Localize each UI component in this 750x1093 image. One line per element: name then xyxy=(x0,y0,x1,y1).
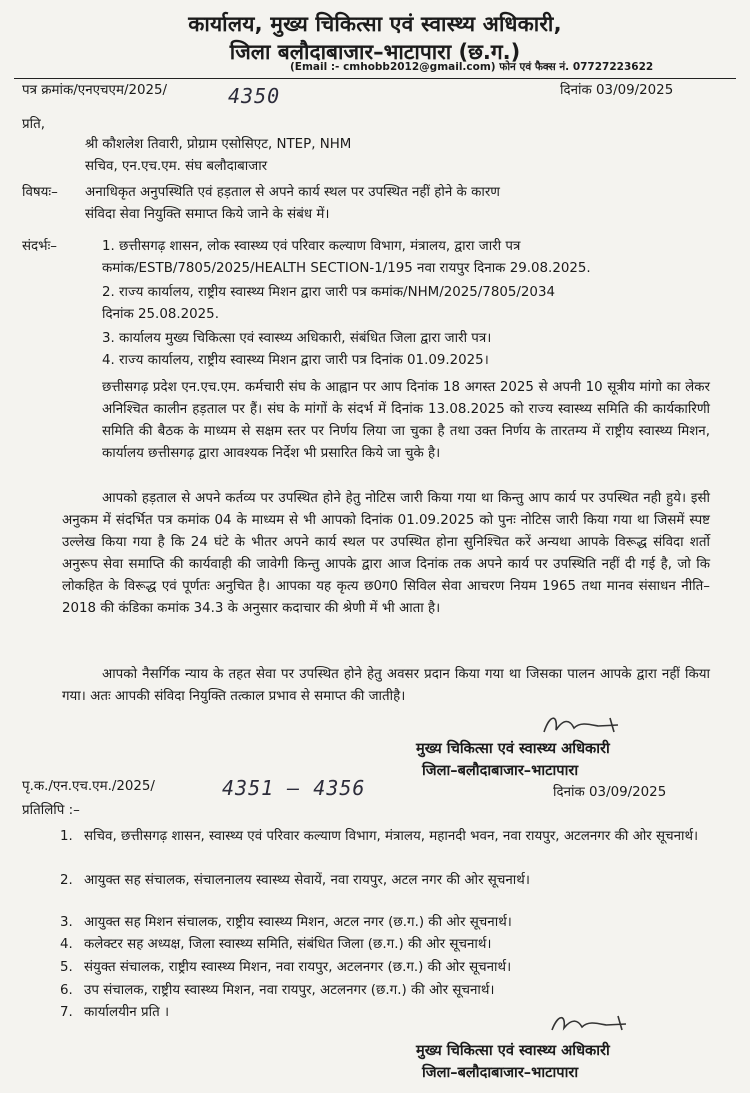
reference-item: 4. राज्य कार्यालय, राष्ट्रीय स्वास्थ्य मिशन द्वारा जारी पत्र दिनांक 01.09.2025। xyxy=(102,353,489,368)
signatory-district: जिला–बलौदाबाजार–भाटापारा xyxy=(422,762,579,779)
body-paragraph-2: आपको हड़ताल से अपने कर्तव्य पर उपस्थित होने हेतु नोटिस जारी किया गया था किन्तु आप कार्य पर उपस्थित नही हुये। इसी अनुकम में संदर्भित पत्र कमांक 04 के माध्यम से भी आपको दिनांक 01.09.2025 को पुनः नोटिस जारी किया गया था जिसमें स्पष्ट उल्लेख किया गया है कि 24 घंटे के भीतर अपने कार्य स्थल पर उपस्थित होना सुनिश्चित करें अन्यथा आपके विरूद्ध संविदा शर्तो अनुरूप सेवा समाप्ति की कार्यवाही की जावेगी किन्तु आपके द्वारा आज दिनांक तक अपने कार्य पर उपस्थिति नहीं दी गई है, जो कि लोकहित के विरूद्ध एवं पूर्णतः अनुचित है। आपका यह कृत्य छ0ग0 सिविल सेवा आचरण नियम 1965 तथा मानव संसाधन नीति–2018 की कंडिका कमांक 34.3 के अनुसार कदाचार की श्रेणी में भी आता है। xyxy=(62,491,710,616)
reference-item: 1. छत्तीसगढ़ शासन, लोक स्वास्थ्य एवं परिवार कल्याण विभाग, मंत्रालय, द्वारा जारी पत्र xyxy=(102,239,521,254)
body-paragraph-1: छत्तीसगढ़ प्रदेश एन.एच.एम. कर्मचारी संघ के आह्वान पर आप दिनांक 18 अगस्त 2025 से अपनी 10 सूत्रीय मांगो का लेकर अनिश्चित कालीन हड़ताल पर हैं। संघ के मांगों के संदर्भ में दिनांक 13.08.2025 को राज्य स्वास्थ्य समिति की कार्यकारिणी समिति की बैठक के माध्यम से सक्षम स्तर पर निर्णय लिया जा चुका है तथा उक्त निर्णय के तारतम्य में राष्ट्रीय स्वास्थ्य मिशन, कार्यालय छत्तीसगढ़ द्वारा आवश्यक निर्देश भी प्रसारित किये जा चुके है। xyxy=(102,380,710,461)
to-label: प्रति, xyxy=(22,117,45,132)
office-contact: (Email :- cmhobb2012@gmail.com) फोन एवं फैक्स नं. 07727223622 xyxy=(290,61,654,73)
endorsement-signatory-district: जिला–बलौदाबाजार–भाटापारा xyxy=(422,1064,579,1081)
body-paragraph-3: आपको नैसर्गिक न्याय के तहत सेवा पर उपस्थित होने हेतु अवसर प्रदान किया गया था जिसका पालन आपके द्वारा नहीं किया गया। अतः आपकी संविदा नियुक्ति तत्काल प्रभाव से समाप्त की जातीहै। xyxy=(62,667,710,704)
subject-line2: संविदा सेवा नियुक्ति समाप्त किये जाने के संबंध में। xyxy=(85,207,330,222)
office-title-line1: कार्यालय, मुख्य चिकित्सा एवं स्वास्थ्य अधिकारी, xyxy=(188,12,562,36)
letter-date-label: दिनांक xyxy=(560,83,592,98)
endorsement-ref-label: पृ.क./एन.एच.एम./2025/ xyxy=(22,779,155,794)
reference-item: 2. राज्य कार्यालय, राष्ट्रीय स्वास्थ्य मिशन द्वारा जारी पत्र कमांक/NHM/2025/7805/2034 xyxy=(102,285,555,300)
letter-ref-label: पत्र क्रमांक/एनएचएम/2025/ xyxy=(22,83,168,98)
reference-label: संदर्भः– xyxy=(22,239,57,254)
letter-date-value: 03/09/2025 xyxy=(596,83,674,98)
letter-page: कार्यालय, मुख्य चिकित्सा एवं स्वास्थ्य अधिकारी, जिला बलौदाबाजार–भाटापारा (छ.ग.) (Email :- cmhobb2012@gmail.com) फोन एवं फैक्स नं. 07727223622 पत्र क्रमांक/एनएचएम/2025/ 4350 दिनांक 03/09/2025 प्रति, श्री कौशलेश तिवारी, प्रोग्राम एसोसिएट, NTEP, NHM सचिव, एन.एच.एम. संघ बलौदाबाजार विषयः– अनाधिकृत अनुपस्थिति एवं हड़ताल से अपने कार्य स्थल पर उपस्थित नहीं होने के कारण संविदा सेवा नियुक्ति समाप्त किये जाने के संबंध में। संदर्भः– 1. छत्तीसगढ़ शासन, लोक स्वास्थ्य एवं परिवार कल्याण विभाग, मंत्रालय, द्वारा जारी पत्र कमांक/ESTB/7805/2025/HEALTH SECTION-1/195 नवा रायपुर दिनाक 29.08.2025. 2. राज्य कार्यालय, राष्ट्रीय स्वास्थ्य मिशन द्वारा जारी पत्र कमांक/NHM/2025/7805/2034 दिनांक 25.08.2025. 3. कार्यालय मुख्य चिकित्सा एवं स्वास्थ्य अधिकारी, संबंधित जिला द्वारा जारी पत्र। 4. राज्य कार्यालय, राष्ट्रीय स्वास्थ्य मिशन द्वारा जारी पत्र दिनांक 01.09.2025। छत्तीसगढ़ प्रदेश एन.एच.एम. कर्मचारी संघ के आह्वान पर आप दिनांक 18 अगस्त 2025 से अपनी 10 सूत्रीय मांगो का लेकर अनिश्चित कालीन हड़ताल पर हैं। संघ के मांगों के संदर्भ में दिनांक 13.08.2025 को राज्य स्वास्थ्य समिति की कार्यकारिणी समिति की बैठक के माध्यम से सक्षम स्तर पर निर्णय लिया जा चुका है तथा उक्त निर्णय के तारतम्य में राष्ट्रीय स्वास्थ्य मिशन, कार्यालय छत्तीसगढ़ द्वारा आवश्यक निर्देश भी प्रसारित किये जा चुके है। आपको हड़ताल से अपने कर्तव्य पर उपस्थित होने हेतु नोटिस जारी किया गया था किन्तु आप कार्य पर उपस्थित नही हुये। इसी अनुकम में संदर्भित पत्र कमांक 04 के माध्यम से भी आपको दिनांक 01.09.2025 को पुनः नोटिस जारी किया गया था जिसमें स्पष्ट उल्लेख किया गया है कि 24 घंटे के भीतर अपने कार्य स्थल पर उपस्थित होना सुनिश्चित करें अन्यथा आपके विरूद्ध संविदा शर्तो अनुरूप सेवा समाप्ति की कार्यवाही की जावेगी किन्तु आपके द्वारा आज दिनांक तक अपने कार्य पर उपस्थिति नहीं दी गई है, जो कि लोकहित के विरूद्ध एवं पूर्णतः अनुचित है। आपका यह कृत्य छ0ग0 सिविल सेवा आचरण नियम 1965 तथा मानव संसाधन नीति–2018 की कंडिका कमांक 34.3 के अनुसार कदाचार की श्रेणी में भी आता है। आपको नैसर्गिक न्याय के तहत सेवा पर उपस्थित होने हेतु अवसर प्रदान किया गया था जिसका पालन आपके द्वारा नहीं किया गया। अतः आपकी संविदा नियुक्ति तत्काल प्रभाव से समाप्त की जातीहै। मुख्य चिकित्सा एवं स्वास्थ्य अधिकारी जिला–बलौदाबाजार–भाटापारा पृ.क./एन.एच.एम./2025/ 4351 — 4356 दिनांक 03/09/2025 प्रतिलिपि :– 1. सचिव, छत्तीसगढ़ शासन, स्वास्थ्य एवं परिवार कल्याण विभाग, मंत्रालय, महानदी भवन, नवा रायपुर, अटलनगर की ओर सूचनार्थ। 2. आयुक्त सह संचालक, संचालनालय स्वास्थ्य सेवायें, नवा रायपुर, अटल नगर की ओर सूचनार्थ। 3. आयुक्त सह मिशन संचालक, राष्ट्रीय स्वास्थ्य मिशन, अटल नगर (छ.ग.) की ओर सूचनार्थ। 4. कलेक्टर सह अध्यक्ष, जिला स्वास्थ्य समिति, संबंधित जिला (छ.ग.) की ओर सूचनार्थ। 5. संयुक्त संचालक, राष्ट्रीय स्वास्थ्य मिशन, नवा रायपुर, अटलनगर (छ.ग.) की ओर सूचनार्थ। 6. उप संचालक, राष्ट्रीय स्वास्थ्य मिशन, नवा रायपुर, अटलनगर (छ.ग.) की ओर सूचनार्थ। 7. कार्यालयीन प्रति । मुख्य चिकित्सा एवं स्वास्थ्य अधिकारी जिला–बलौदाबाजार–भाटापारा xyxy=(0,0,750,1093)
header-rule xyxy=(14,78,736,79)
endorsement-date-label: दिनांक xyxy=(553,785,585,800)
reference-item-cont: दिनांक 25.08.2025. xyxy=(102,307,219,322)
copy-label: प्रतिलिपि :– xyxy=(22,803,80,818)
reference-item-cont: कमांक/ESTB/7805/2025/HEALTH SECTION-1/195 नवा रायपुर दिनाक 29.08.2025. xyxy=(102,261,591,276)
recipient-line1: श्री कौशलेश तिवारी, प्रोग्राम एसोसिएट, NTEP, NHM xyxy=(85,137,352,152)
office-title-line2: जिला बलौदाबाजार–भाटापारा (छ.ग.) xyxy=(229,40,521,64)
subject-line1: अनाधिकृत अनुपस्थिति एवं हड़ताल से अपने कार्य स्थल पर उपस्थित नहीं होने के कारण xyxy=(85,185,500,200)
endorsement-signatory-title: मुख्य चिकित्सा एवं स्वास्थ्य अधिकारी xyxy=(416,1042,610,1059)
recipient-line2: सचिव, एन.एच.एम. संघ बलौदाबाजार xyxy=(85,159,268,174)
endorsement-date-value: 03/09/2025 xyxy=(589,785,667,800)
signatory-title: मुख्य चिकित्सा एवं स्वास्थ्य अधिकारी xyxy=(416,740,610,757)
signature-scribble xyxy=(540,710,630,740)
signature-scribble xyxy=(548,1010,638,1038)
letter-ref-number: 4350 xyxy=(228,84,281,108)
subject-label: विषयः– xyxy=(22,185,58,200)
endorsement-ref-number: 4351 — 4356 xyxy=(222,776,366,800)
reference-item: 3. कार्यालय मुख्य चिकित्सा एवं स्वास्थ्य अधिकारी, संबंधित जिला द्वारा जारी पत्र। xyxy=(102,331,492,346)
